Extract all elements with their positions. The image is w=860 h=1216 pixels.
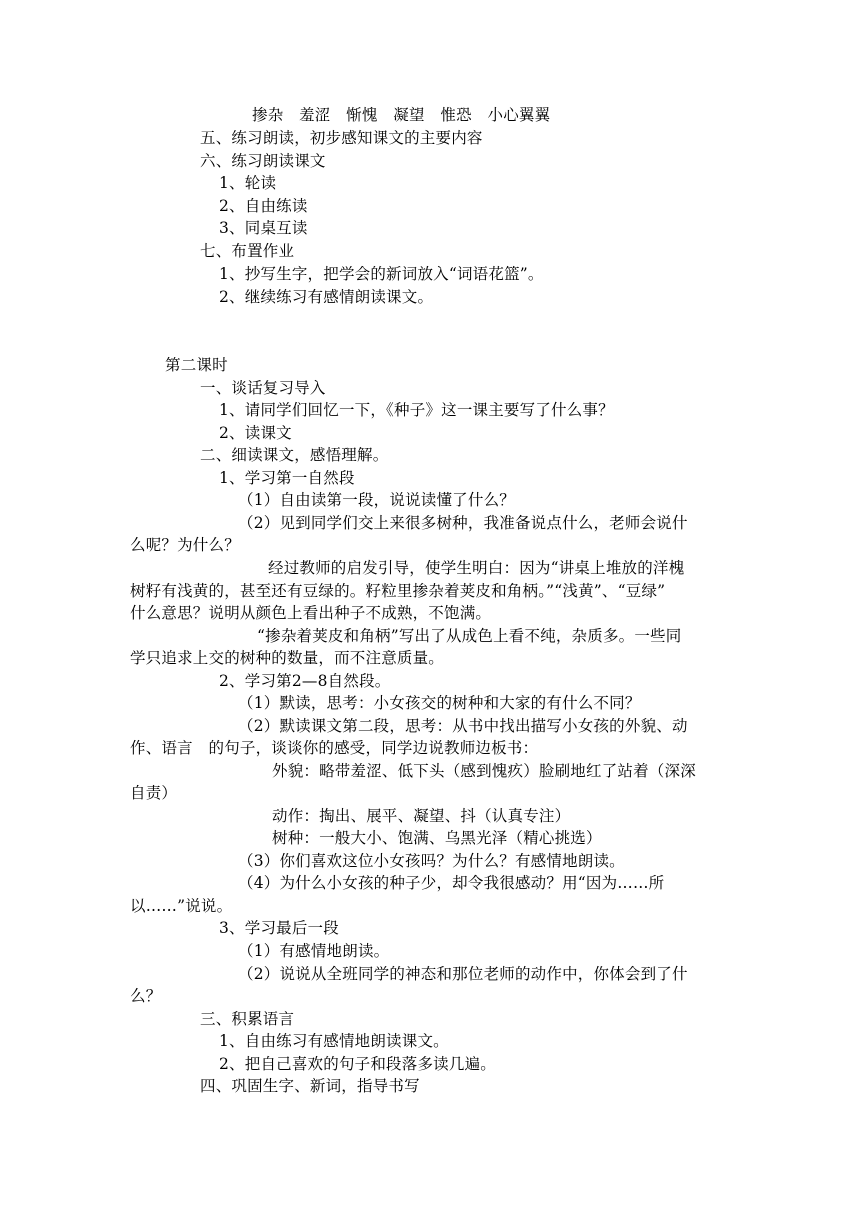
list-item: 2、学习第2—8自然段。	[219, 672, 391, 690]
paragraph-line: 学只追求上交的树种的数量，而不注意质量。	[130, 649, 445, 667]
section-heading: 三、积累语言	[200, 1010, 295, 1028]
paragraph-line: 以……”说说。	[130, 897, 233, 915]
list-item: 2、读课文	[219, 424, 292, 442]
paragraph-line: 树籽有浅黄的，甚至还有豆绿的。籽粒里掺杂着荚皮和角柄。”“浅黄”、“豆绿”	[130, 582, 666, 600]
vocabulary-line: 掺杂 羞涩 惭愧 凝望 惟恐 小心翼翼	[252, 106, 551, 124]
sub-item: （1）自由读第一段，说说读懂了什么？	[238, 491, 515, 509]
section-heading: 五、练习朗读，初步感知课文的主要内容	[200, 129, 483, 147]
section-heading: 二、细读课文，感悟理解。	[200, 446, 389, 464]
list-item: 2、自由练读	[219, 197, 308, 215]
sub-item: （3）你们喜欢这位小女孩吗？为什么？有感情地朗读。	[238, 852, 625, 870]
paragraph-line: 自责）	[130, 784, 178, 802]
paragraph-line: 什么意思？说明从颜色上看出种子不成熟，不饱满。	[130, 604, 492, 622]
paragraph-line: 么呢？为什么？	[130, 536, 240, 554]
paragraph-line: “掺杂着荚皮和角柄”写出了从成色上看不纯，杂质多。一些同	[257, 627, 682, 645]
list-item: 1、自由练习有感情地朗读课文。	[219, 1032, 449, 1050]
sub-item: （1）默读，思考：小女孩交的树种和大家的有什么不同？	[238, 694, 641, 712]
section-heading: 四、巩固生字、新词，指导书写	[200, 1077, 420, 1095]
list-item: 1、学习第一自然段	[219, 469, 355, 487]
sub-item: （2）见到同学们交上来很多树种，我准备说点什么，老师会说什	[238, 514, 688, 532]
list-item: 3、学习最后一段	[219, 919, 339, 937]
list-item: 1、抄写生字，把学会的新词放入“词语花篮”。	[219, 265, 544, 283]
list-item: 2、继续练习有感情朗读课文。	[219, 288, 434, 306]
paragraph-line: 动作：掏出、展平、凝望、抖（认真专注）	[272, 807, 571, 825]
paragraph-line: 树种：一般大小、饱满、乌黑光泽（精心挑选）	[272, 829, 602, 847]
list-item: 2、把自己喜欢的句子和段落多读几遍。	[219, 1055, 496, 1073]
sub-item: （2）默读课文第二段，思考：从书中找出描写小女孩的外貌、动	[238, 717, 688, 735]
section-heading: 一、谈话复习导入	[200, 379, 326, 397]
section-heading: 六、练习朗读课文	[200, 152, 326, 170]
paragraph-line: 作、语言 的句子，谈谈你的感受，同学边说教师边板书：	[130, 739, 539, 757]
paragraph-line: 经过教师的启发引导，使学生明白：因为“讲桌上堆放的洋槐	[268, 559, 685, 577]
sub-item: （1）有感情地朗读。	[238, 942, 390, 960]
list-item: 1、请同学们回忆一下，《种子》这一课主要写了什么事？	[219, 401, 614, 419]
section-heading: 七、布置作业	[200, 242, 295, 260]
sub-item: （2）说说从全班同学的神态和那位老师的动作中，你体会到了什	[238, 965, 688, 983]
list-item: 1、轮读	[219, 174, 277, 192]
sub-item: （4）为什么小女孩的种子少，却令我很感动？用“因为……所	[238, 874, 665, 892]
list-item: 3、同桌互读	[219, 219, 308, 237]
paragraph-line: 么？	[130, 987, 162, 1005]
paragraph-line: 外貌：略带羞涩、低下头（感到愧疚）脸刷地红了站着（深深	[272, 762, 696, 780]
lesson-title: 第二课时	[165, 356, 228, 374]
